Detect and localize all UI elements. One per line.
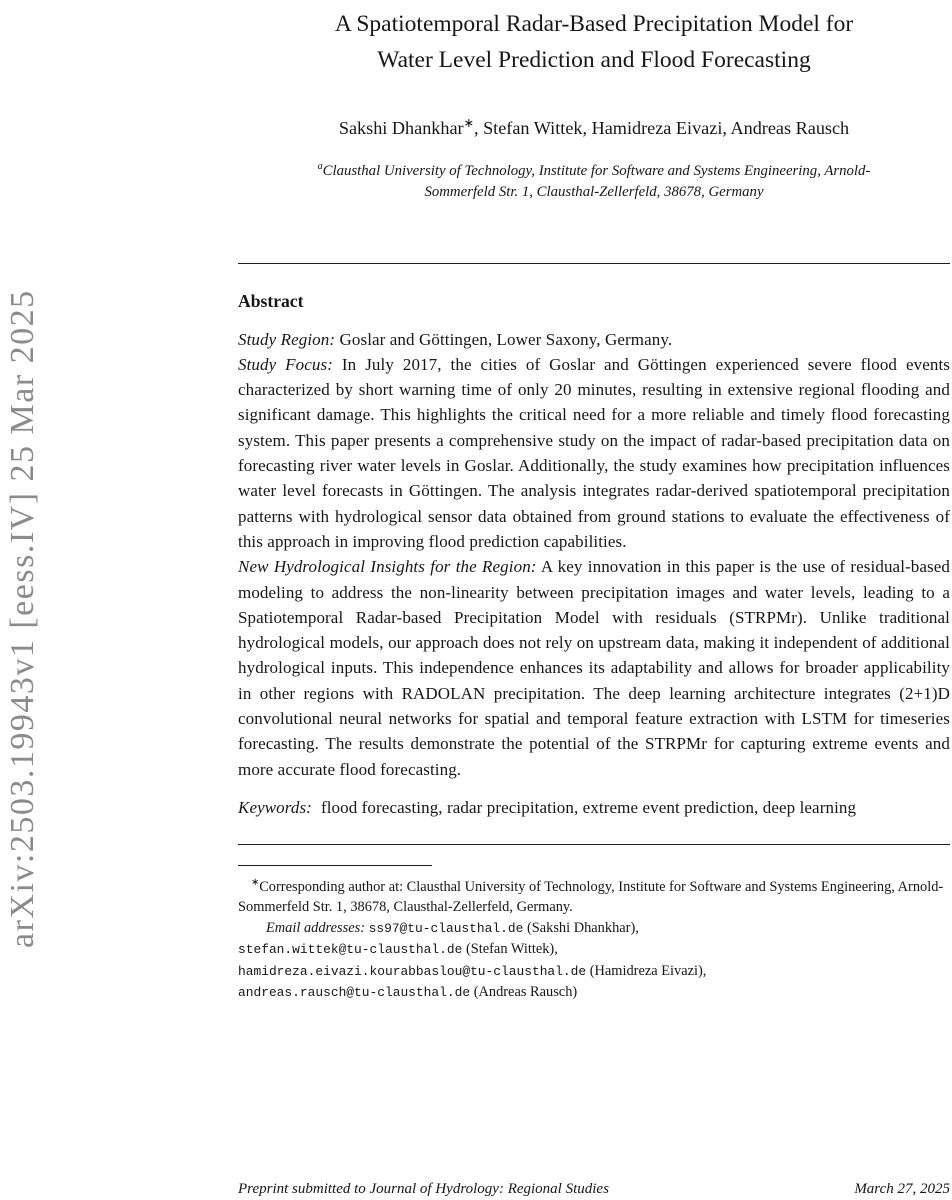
study-focus-label: Study Focus: [238,354,333,374]
email-line-4 [238,982,950,1003]
paper-content-column [238,0,950,1003]
email-owner-2: (Stefan Wittek), [465,941,558,958]
corresponding-author-marker: ∗ [463,116,474,130]
authors-rest: , Stefan Wittek, Hamidreza Eivazi, Andreas Rausch [473,118,850,139]
paper-title [238,6,950,78]
footnote-block [238,865,950,1003]
abstract-paragraph-study-focus [238,352,950,554]
affiliation [284,156,904,203]
arxiv-watermark: arXiv:2503.19943v1 [eess.IV] 25 Mar 2025 [4,289,41,948]
abstract-paragraph-insights [238,554,950,782]
email-owner-4: (Andreas Rausch) [473,984,578,1001]
email-address-2: stefan.wittek@tu-clausthal.de [238,942,463,958]
study-region-label: Study Region: [238,329,336,349]
email-address-4: andreas.rausch@tu-clausthal.de [238,985,471,1001]
email-address-3: hamidreza.eivazi.kourabbaslou@tu-clausthal.de [238,963,587,979]
keywords-line [238,795,950,820]
author-first: Sakshi Dhankhar [338,118,464,139]
footnote-rule [238,865,432,866]
abstract-body [238,327,950,782]
insights-text: A key innovation in this paper is the use of residual-based modeling to address the non-linearity between precipitation images and water levels, leading to a Spatiotemporal Radar-based Precipitation Model with residuals (STRPMr). Unlike traditional hydrological models, our approach does not rely on upstream data, making it independent of additional hydrological inputs. This independence enhances its adaptability and allows for broader applicability in other regions with RADOLAN precipitation. The deep learning architecture integrates (2+1)D convolutional neural networks for spatial and temporal feature extraction with LSTM for timeseries forecasting. The results demonstrate the potential of the STRPMr for capturing extreme events and more accurate flood forecasting. [238,557,950,779]
title-line-2: Water Level Prediction and Flood Forecasting [377,47,811,73]
email-line-1 [238,918,950,939]
email-owner-3: (Hamidreza Eivazi), [589,962,707,979]
email-line-2 [238,939,950,960]
corresponding-author-note [238,873,950,918]
keywords-label: Keywords: [238,797,312,817]
footnote-marker: ∗ [251,877,260,889]
title-line-1: A Spatiotemporal Radar-Based Precipitation Model for [334,11,854,37]
email-owner-1: (Sakshi Dhankhar), [526,919,639,936]
abstract-paragraph-study-region [238,327,950,352]
affiliation-marker: a [317,161,323,173]
affiliation-text: Clausthal University of Technology, Institute for Software and Systems Engineering, Arnold-Sommerfeld Str. 1, Clausthal-Zellerfeld, 38678, Germany [322,162,871,200]
email-addresses-label: Email addresses: [266,919,365,936]
email-line-3 [238,961,950,982]
abstract-top-rule [238,263,950,264]
corresponding-author-text: Corresponding author at: Clausthal University of Technology, Institute for Software and Systems Engineering, Arnold-Sommerfeld Str. 1, 38678, Clausthal-Zellerfeld, Germany. [238,879,944,916]
abstract-bottom-rule [238,844,950,845]
footer-date: March 27, 2025 [854,1181,950,1197]
abstract-heading: Abstract [238,290,304,311]
study-region-text: Goslar and Göttingen, Lower Saxony, Germany. [339,329,673,349]
footer [238,1181,950,1198]
keywords-text: flood forecasting, radar precipitation, extreme event prediction, deep learning [320,797,857,817]
footer-journal-note: Preprint submitted to Journal of Hydrology: Regional Studies [238,1181,609,1197]
study-focus-text: In July 2017, the cities of Goslar and Göttingen experienced severe flood events characterized by short warning time of only 20 minutes, resulting in extensive regional flooding and significant damage. This highlights the critical need for a more reliable and timely flood forecasting system. This paper presents a comprehensive study on the impact of radar-based precipitation data on forecasting river water levels in Goslar. Additionally, the study examines how precipitation influences water level forecasts in Göttingen. The analysis integrates radar-derived spatiotemporal precipitation patterns with hydrological sensor data obtained from ground stations to evaluate the effectiveness of this approach in improving flood prediction capabilities. [238,354,950,551]
email-address-1: ss97@tu-clausthal.de [368,920,524,936]
authors-line [238,116,950,139]
insights-label: New Hydrological Insights for the Region: [238,557,537,577]
